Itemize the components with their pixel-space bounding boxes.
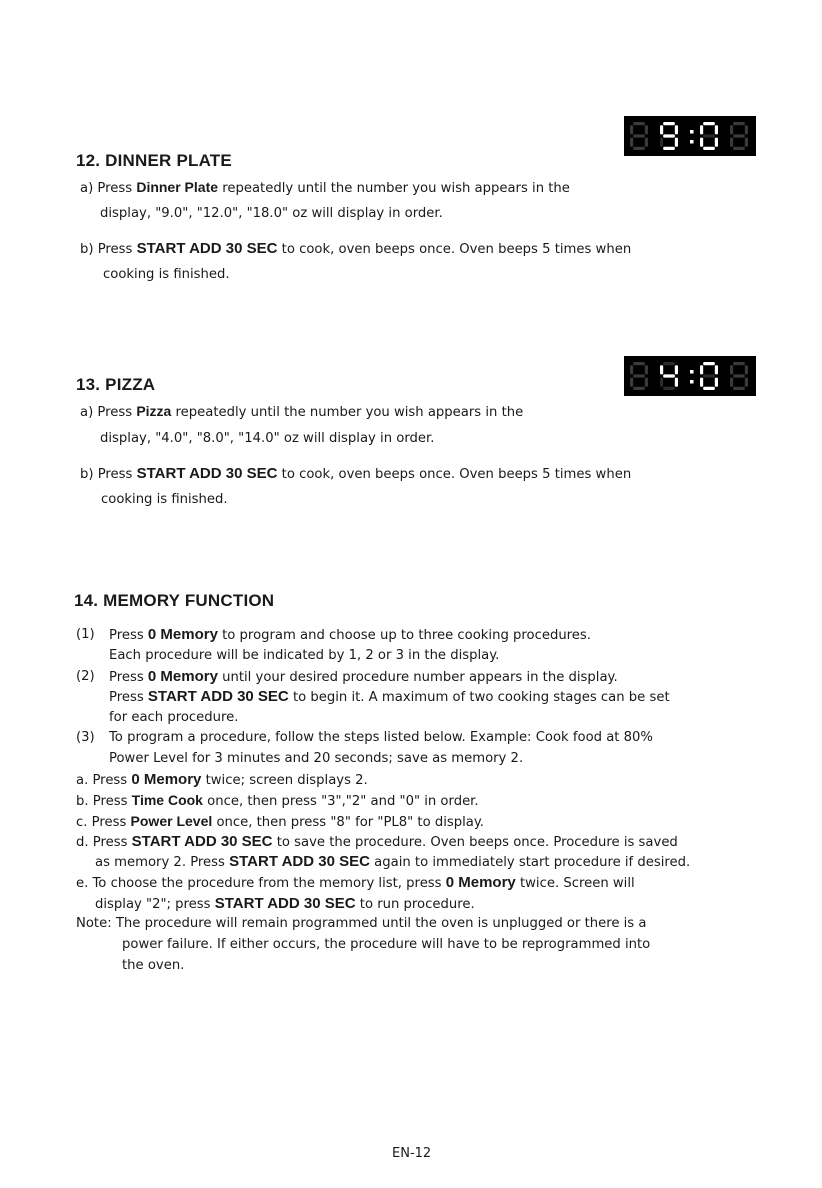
text: until your desired procedure number appears in the display. bbox=[217, 670, 618, 685]
text: Press bbox=[109, 690, 148, 705]
note-label: Note: bbox=[76, 916, 112, 931]
lcd-segment bbox=[733, 362, 745, 365]
section-13-title: 13. PIZZA bbox=[76, 375, 156, 394]
lcd-segment bbox=[703, 387, 715, 390]
lcd-segment bbox=[745, 378, 748, 387]
text: The procedure will remain programmed until the oven is unplugged or there is a bbox=[111, 916, 647, 931]
lcd-segment bbox=[645, 378, 648, 387]
s14-item-1-num: (1) bbox=[76, 627, 95, 642]
lcd-segment bbox=[703, 362, 715, 365]
text: a) Press bbox=[80, 181, 137, 196]
lcd-display-pizza bbox=[624, 356, 756, 396]
text: Press bbox=[109, 628, 148, 643]
text: a) Press bbox=[80, 405, 137, 420]
lcd-colon-dot bbox=[690, 140, 694, 144]
text: c. Press bbox=[76, 815, 131, 830]
lcd-segment bbox=[715, 378, 718, 387]
section-14-title: 14. MEMORY FUNCTION bbox=[74, 591, 275, 610]
lcd-segment bbox=[715, 365, 718, 374]
lcd-segment bbox=[703, 147, 715, 150]
s12-step-b-line2: cooking is finished. bbox=[103, 267, 230, 282]
start-key: START ADD 30 SEC bbox=[147, 688, 289, 705]
lcd-segment bbox=[660, 365, 663, 374]
lcd-segment bbox=[700, 138, 703, 147]
lcd-segment bbox=[633, 387, 645, 390]
s14-step-e-line2 bbox=[95, 895, 475, 914]
start-key: START ADD 30 SEC bbox=[131, 833, 273, 850]
lcd-segment bbox=[733, 374, 745, 377]
s14-step-b bbox=[76, 791, 479, 811]
lcd-segment bbox=[703, 122, 715, 125]
s14-item-2-line1 bbox=[109, 668, 618, 687]
lcd-display-dinner-plate bbox=[624, 116, 756, 156]
page-number: EN-12 bbox=[392, 1146, 432, 1161]
s14-step-d-line2 bbox=[95, 853, 690, 872]
dinner-plate-key: Dinner Plate bbox=[136, 179, 219, 195]
s14-step-a bbox=[76, 771, 368, 790]
lcd-segment bbox=[633, 134, 645, 137]
lcd-segment bbox=[630, 125, 633, 134]
text: to run procedure. bbox=[355, 897, 475, 912]
text: b) Press bbox=[80, 242, 137, 257]
lcd-segment bbox=[660, 138, 663, 147]
text: twice. Screen will bbox=[515, 876, 635, 891]
text: again to immediately start procedure if desired. bbox=[369, 855, 691, 870]
text: Press bbox=[109, 670, 148, 685]
lcd-segment bbox=[733, 122, 745, 125]
lcd-segment bbox=[745, 138, 748, 147]
lcd-segment bbox=[645, 125, 648, 134]
s14-item-2-num: (2) bbox=[76, 669, 95, 684]
lcd-segment bbox=[703, 374, 715, 377]
lcd-segment bbox=[633, 362, 645, 365]
s14-item-3-line1: To program a procedure, follow the steps listed below. Example: Cook food at 80% bbox=[109, 730, 653, 745]
s14-step-e-line1 bbox=[76, 874, 635, 893]
pizza-key: Pizza bbox=[136, 403, 172, 419]
s14-item-2-line2 bbox=[109, 688, 670, 707]
lcd-segment bbox=[663, 122, 675, 125]
lcd-segment bbox=[660, 125, 663, 134]
lcd-segment bbox=[630, 138, 633, 147]
s14-step-c bbox=[76, 812, 484, 832]
lcd-segment bbox=[663, 134, 675, 137]
text: twice; screen displays 2. bbox=[201, 773, 368, 788]
text: as memory 2. Press bbox=[95, 855, 230, 870]
lcd-segment bbox=[733, 387, 745, 390]
section-12-title: 12. DINNER PLATE bbox=[76, 151, 232, 170]
text: once, then press "3","2" and "0" in order. bbox=[202, 794, 479, 809]
text: a. Press bbox=[76, 773, 132, 788]
lcd-colon-dot bbox=[690, 380, 694, 384]
text: to cook, oven beeps once. Oven beeps 5 times when bbox=[277, 467, 632, 482]
time-cook-key: Time Cook bbox=[131, 792, 203, 808]
lcd-colon-dot bbox=[690, 370, 694, 374]
text: once, then press "8" for "PL8" to display. bbox=[212, 815, 484, 830]
lcd-segment bbox=[660, 378, 663, 387]
s14-item-3-num: (3) bbox=[76, 730, 95, 745]
lcd-segment bbox=[675, 138, 678, 147]
lcd-segment bbox=[700, 378, 703, 387]
s14-item-2-line3: for each procedure. bbox=[109, 710, 239, 725]
lcd-segment bbox=[633, 122, 645, 125]
text: to program and choose up to three cooking procedures. bbox=[217, 628, 591, 643]
note-line2: power failure. If either occurs, the procedure will have to be reprogrammed into bbox=[122, 937, 651, 952]
s12-step-a-line2: display, "9.0", "12.0", "18.0" oz will display in order. bbox=[100, 206, 443, 221]
lcd-segment bbox=[633, 147, 645, 150]
text: to begin it. A maximum of two cooking stages can be set bbox=[288, 690, 670, 705]
text: display "2"; press bbox=[95, 897, 215, 912]
lcd-segment bbox=[645, 365, 648, 374]
s13-step-b-line1 bbox=[80, 465, 631, 484]
s12-step-a-line1 bbox=[80, 178, 570, 198]
text: b. Press bbox=[76, 794, 132, 809]
lcd-segment bbox=[700, 125, 703, 134]
text: to save the procedure. Oven beeps once. Procedure is saved bbox=[272, 835, 678, 850]
text: b) Press bbox=[80, 467, 137, 482]
lcd-segment bbox=[630, 378, 633, 387]
lcd-segment bbox=[675, 378, 678, 387]
lcd-segment bbox=[715, 138, 718, 147]
lcd-segment bbox=[663, 374, 675, 377]
s13-step-a-line1 bbox=[80, 402, 523, 422]
s13-step-a-line2: display, "4.0", "8.0", "14.0" oz will display in order. bbox=[100, 431, 435, 446]
s14-item-1-line2: Each procedure will be indicated by 1, 2 or 3 in the display. bbox=[109, 648, 500, 663]
lcd-segment bbox=[733, 147, 745, 150]
lcd-segment bbox=[630, 365, 633, 374]
s14-step-d-line1 bbox=[76, 833, 678, 852]
start-key: START ADD 30 SEC bbox=[136, 240, 278, 257]
start-key: START ADD 30 SEC bbox=[136, 465, 278, 482]
lcd-segment bbox=[730, 378, 733, 387]
lcd-segment bbox=[633, 374, 645, 377]
lcd-segment bbox=[730, 365, 733, 374]
note-line3: the oven. bbox=[122, 958, 185, 973]
lcd-segment bbox=[730, 125, 733, 134]
s13-step-b-line2: cooking is finished. bbox=[101, 492, 228, 507]
text: d. Press bbox=[76, 835, 132, 850]
memory-key: 0 Memory bbox=[147, 668, 218, 685]
lcd-segment bbox=[675, 125, 678, 134]
lcd-segment bbox=[733, 134, 745, 137]
lcd-segment bbox=[745, 365, 748, 374]
lcd-segment bbox=[730, 138, 733, 147]
lcd-colon-dot bbox=[690, 130, 694, 134]
memory-key: 0 Memory bbox=[131, 771, 202, 788]
lcd-segment bbox=[663, 362, 675, 365]
lcd-segment bbox=[703, 134, 715, 137]
memory-key: 0 Memory bbox=[445, 874, 516, 891]
s12-step-b-line1 bbox=[80, 240, 631, 259]
lcd-segment bbox=[645, 138, 648, 147]
lcd-segment bbox=[745, 125, 748, 134]
power-level-key: Power Level bbox=[130, 813, 213, 829]
lcd-segment bbox=[675, 365, 678, 374]
start-key: START ADD 30 SEC bbox=[214, 895, 356, 912]
text: to cook, oven beeps once. Oven beeps 5 times when bbox=[277, 242, 632, 257]
text: repeatedly until the number you wish appears in the bbox=[171, 405, 524, 420]
s14-item-1-line1 bbox=[109, 626, 591, 645]
start-key: START ADD 30 SEC bbox=[229, 853, 370, 870]
memory-key: 0 Memory bbox=[147, 626, 218, 643]
text: e. To choose the procedure from the memory list, press bbox=[76, 876, 446, 891]
note-line1 bbox=[76, 915, 646, 933]
lcd-segment bbox=[663, 147, 675, 150]
lcd-segment bbox=[700, 365, 703, 374]
lcd-segment bbox=[715, 125, 718, 134]
lcd-segment bbox=[663, 387, 675, 390]
s14-item-3-line2: Power Level for 3 minutes and 20 seconds; save as memory 2. bbox=[109, 751, 524, 766]
text: repeatedly until the number you wish appears in the bbox=[218, 181, 570, 196]
